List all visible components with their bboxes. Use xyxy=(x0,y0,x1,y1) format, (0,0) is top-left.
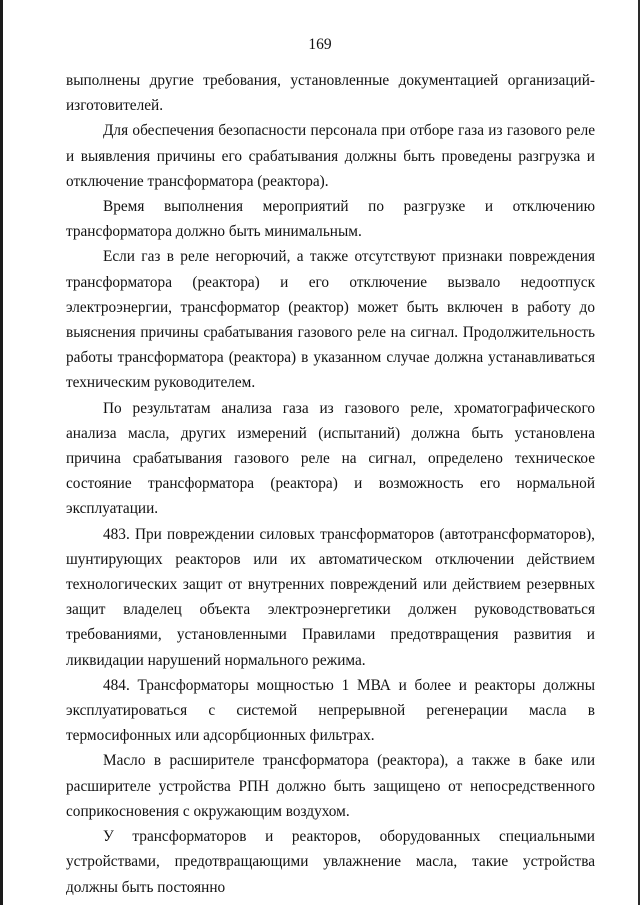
scan-edge-left xyxy=(0,0,3,905)
page-number: 169 xyxy=(308,36,332,53)
paragraph-oil-protection: Масло в расширителе трансформатора (реактора), а также в баке или расширителе устройства РПН должно быть защищено от непосредственного соприкосновения с окружающим воздухом. xyxy=(66,752,595,820)
paragraph-analysis-results: По результатам анализа газа из газового реле, хроматографического анализа масла, других измерений (испытаний) должна быть установлена причина срабатывания газового реле на сигнал, определено техническое состояние трансформатора (реактора) и возможность его нормальной эксплуатации. xyxy=(66,399,595,518)
paragraph-non-combustible-gas: Если газ в реле негорючий, а также отсутствуют признаки повреждения трансформатора (реактора) и его отключение вызвало недоотпуск электроэнергии, трансформатор (реактор) может быть включен в работу до выяснения причины срабатывания газового реле на сигнал. Продолжительность работы трансформатора (реактора) в указанном случае должна устанавливаться техническим руководителем. xyxy=(66,248,595,392)
paragraph-continuation: выполнены другие требования, установленные документацией организаций-изготовителей. xyxy=(66,72,595,115)
paragraph-moisture-devices: У трансформаторов и реакторов, оборудованных специальными устройствами, предотвращающими увлажнение масла, такие устройства должны быть постоянно xyxy=(66,828,595,896)
paragraph-item-484: 484. Трансформаторы мощностью 1 МВА и более и реакторы должны эксплуатироваться с системой непрерывной регенерации масла в термосифонных или адсорбционных фильтрах. xyxy=(66,676,595,745)
paragraph-gas-sampling-safety: Для обеспечения безопасности персонала при отборе газа из газового реле и выявления причины его срабатывания должны быть проведены разгрузка и отключение трансформатора (реактора). xyxy=(66,122,595,190)
paragraph-item-483: 483. При повреждении силовых трансформаторов (автотрансформаторов), шунтирующих реакторов или их автоматическом отключении действием технологических защит от внутренних повреждений или действием резервных защит владелец объекта электроэнергетики должен руководствоваться требованиями, установленными Правилами предотвращения развития и ликвидации нарушений нормального режима. xyxy=(66,525,595,669)
document-body xyxy=(66,68,595,900)
paragraph-execution-time: Время выполнения мероприятий по разгрузке и отключению трансформатора должно быть минимальным. xyxy=(66,198,595,241)
